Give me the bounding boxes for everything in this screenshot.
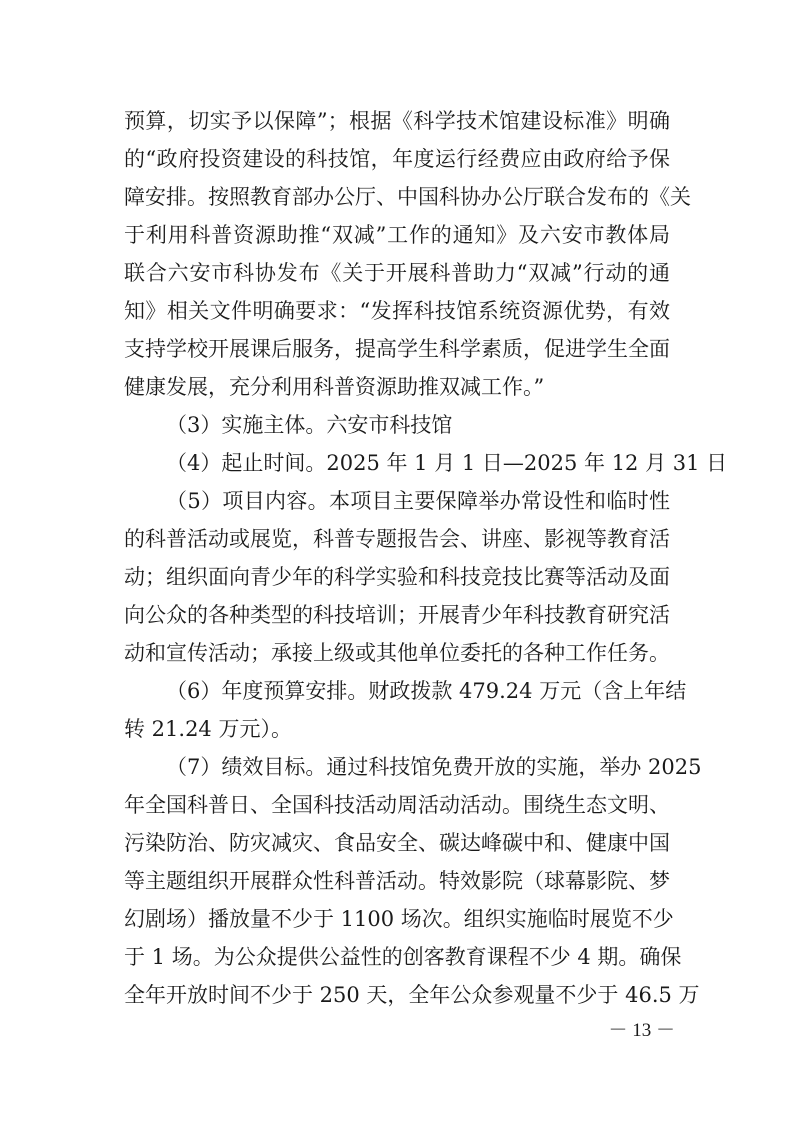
paragraph-line: 动；组织面向青少年的科学实验和科技竞技比赛等活动及面 bbox=[124, 565, 670, 589]
section-heading-implementer: （3）实施主体。六安市科技馆 bbox=[166, 413, 453, 437]
paragraph-line: 幻剧场）播放量不少于 1100 场次。组织实施临时展览不少 bbox=[124, 907, 674, 931]
section-heading-performance: （7）绩效目标。通过科技馆免费开放的实施，举办 2025 bbox=[166, 755, 702, 779]
paragraph-line: 年全国科普日、全国科技活动周活动活动。围绕生态文明、 bbox=[124, 793, 670, 817]
paragraph-line: 动和宣传活动；承接上级或其他单位委托的各种工作任务。 bbox=[124, 641, 670, 665]
section-heading-content: （5）项目内容。本项目主要保障举办常设性和临时性 bbox=[166, 489, 670, 513]
page-number: － 13 － bbox=[608, 1020, 675, 1041]
paragraph-line: 知》相关文件明确要求：“发挥科技馆系统资源优势，有效 bbox=[124, 299, 670, 323]
paragraph-line: 污染防治、防灾减灾、食品安全、碳达峰碳中和、健康中国 bbox=[124, 831, 670, 855]
paragraph-line: 的“政府投资建设的科技馆，年度运行经费应由政府给予保 bbox=[124, 147, 670, 171]
paragraph-line: 于 1 场。为公众提供公益性的创客教育课程不少 4 期。确保 bbox=[124, 945, 682, 969]
paragraph-line: 障安排。按照教育部办公厅、中国科协办公厅联合发布的《关 bbox=[124, 185, 691, 209]
paragraph-line: 健康发展，充分利用科普资源助推双减工作。” bbox=[124, 375, 545, 399]
section-heading-budget: （6）年度预算安排。财政拨款 479.24 万元（含上年结 bbox=[166, 679, 687, 703]
paragraph-line: 向公众的各种类型的科技培训；开展青少年科技教育研究活 bbox=[124, 603, 670, 627]
paragraph-line: 支持学校开展课后服务，提高学生科学素质，促进学生全面 bbox=[124, 337, 670, 361]
paragraph-line: 的科普活动或展览，科普专题报告会、讲座、影视等教育活 bbox=[124, 527, 670, 551]
paragraph-line: 于利用科普资源助推“双减”工作的通知》及六安市教体局 bbox=[124, 223, 670, 247]
paragraph-line: 预算，切实予以保障”；根据《科学技术馆建设标准》明确 bbox=[124, 109, 670, 133]
paragraph-line: 联合六安市科协发布《关于开展科普助力“双减”行动的通 bbox=[124, 261, 670, 285]
paragraph-line: 等主题组织开展群众性科普活动。特效影院（球幕影院、梦 bbox=[124, 869, 670, 893]
section-heading-period: （4）起止时间。2025 年 1 月 1 日—2025 年 12 月 31 日 bbox=[166, 451, 728, 475]
paragraph-line: 转 21.24 万元）。 bbox=[124, 717, 292, 741]
paragraph-line: 全年开放时间不少于 250 天，全年公众参观量不少于 46.5 万 bbox=[124, 983, 700, 1007]
